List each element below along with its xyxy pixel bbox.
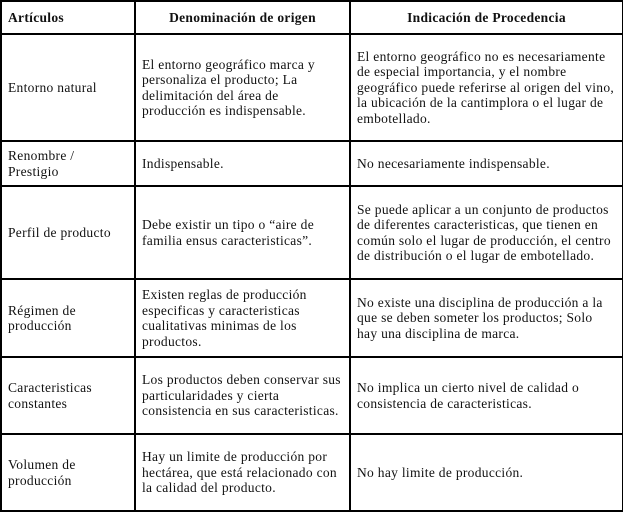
header-indicacion-procedencia: Indicación de Procedencia	[350, 1, 623, 34]
row-label: Renombre / Prestigio	[1, 141, 135, 186]
header-denominacion-origen: Denominación de origen	[135, 1, 350, 34]
row-label: Volumen de producción	[1, 434, 135, 511]
table-row	[1, 34, 623, 141]
table-row	[1, 357, 623, 434]
cell-indicacion: No existe una disciplina de producción a la que se deben someter los productos; Solo hay una disciplina de marca.	[350, 279, 623, 357]
cell-denominacion: Debe existir un tipo o “aire de familia ensus caracteristicas”.	[135, 186, 350, 279]
header-row	[1, 1, 623, 34]
cell-indicacion: Se puede aplicar a un conjunto de productos de diferentes caracteristicas, que tienen en común solo el lugar de producción, el centro de distribución o el lugar de embotellado.	[350, 186, 623, 279]
cell-indicacion: No necesariamente indispensable.	[350, 141, 623, 186]
row-label: Entorno natural	[1, 34, 135, 141]
table-row	[1, 141, 623, 186]
cell-indicacion: El entorno geográfico no es necesariamente de especial importancia, y el nombre geográfico puede referirse al origen del vino, la ubicación de la cantimplora o el lugar de embotellado.	[350, 34, 623, 141]
cell-denominacion: Hay un limite de producción por hectárea, que está relacionado con la calidad del producto.	[135, 434, 350, 511]
row-label: Caracteristicas constantes	[1, 357, 135, 434]
cell-denominacion: Indispensable.	[135, 141, 350, 186]
cell-indicacion: No implica un cierto nivel de calidad o consistencia de caracteristicas.	[350, 357, 623, 434]
header-articulos: Artículos	[1, 1, 135, 34]
cell-denominacion: Los productos deben conservar sus particularidades y cierta consistencia en sus caracteristicas.	[135, 357, 350, 434]
table-row	[1, 279, 623, 357]
cell-indicacion: No hay limite de producción.	[350, 434, 623, 511]
table-row	[1, 186, 623, 279]
row-label: Régimen de producción	[1, 279, 135, 357]
cell-denominacion: Existen reglas de producción especificas y caracteristicas cualitativas minimas de los productos.	[135, 279, 350, 357]
table-row	[1, 434, 623, 511]
row-label: Perfil de producto	[1, 186, 135, 279]
cell-denominacion: El entorno geográfico marca y personaliza el producto; La delimitación del área de producción es indispensable.	[135, 34, 350, 141]
